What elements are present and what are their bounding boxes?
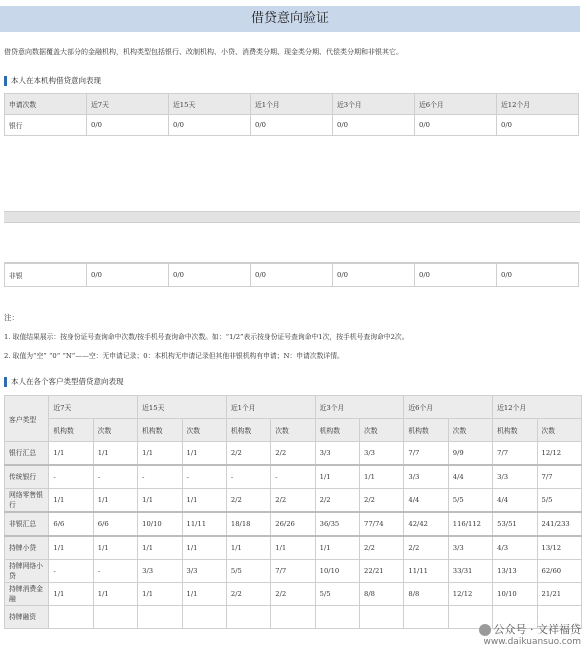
subheader-cell: 次数: [271, 419, 315, 442]
row-label: 传统银行: [5, 465, 49, 489]
table-cell: 1/1: [315, 536, 359, 560]
watermark: [479, 621, 582, 647]
table-cell: 0/0: [169, 115, 251, 136]
table-cell: [360, 606, 404, 629]
row-label: 持牌小贷: [5, 536, 49, 560]
description: 借贷意向数据覆盖大部分的金融机构，机构类型包括银行、改制机构、小贷、消费类分期、现金类分期、代偿类分期和非银其它。: [4, 48, 403, 56]
table-cell: 0/0: [333, 263, 415, 287]
table-cell: 0/0: [415, 115, 497, 136]
table-cell: 3/3: [404, 465, 448, 489]
table-cell: 10/10: [493, 583, 537, 606]
table-cell: [226, 606, 270, 629]
header-cell: 申请次数: [5, 94, 87, 115]
table-cell: 53/51: [493, 512, 537, 536]
table-cell: 0/0: [497, 115, 579, 136]
table-cell: 1/1: [138, 442, 182, 466]
section2-title: 本人在各个客户类型借贷意向表现: [4, 377, 124, 387]
table-cell: 13/12: [537, 536, 581, 560]
table-row: [5, 115, 579, 136]
table-cell: 0/0: [251, 263, 333, 287]
row-label: 持牌消费金融: [5, 583, 49, 606]
table-row: [5, 465, 582, 489]
table-cell: 0/0: [497, 263, 579, 287]
table-cell: 1/1: [138, 536, 182, 560]
table-cell: 18/18: [226, 512, 270, 536]
table-cell: 10/10: [315, 560, 359, 583]
table-cell: 2/2: [271, 489, 315, 513]
note-item: 2. 取值为“空” “0” “N”——空：无申请记录；0：本机构无申请记录但其他非银机构有申请；N：申请次数详情。: [4, 352, 344, 360]
table-row: [5, 583, 582, 606]
period-header: 近12个月: [493, 396, 582, 419]
wechat-icon: [479, 624, 491, 636]
page-title: 借贷意向验证: [0, 6, 580, 32]
table-cell: [404, 606, 448, 629]
header-cell: 近7天: [87, 94, 169, 115]
subheader-cell: 机构数: [315, 419, 359, 442]
notes-label: 注：: [4, 313, 19, 322]
period-header: 近15天: [138, 396, 227, 419]
subheader-cell: 次数: [93, 419, 137, 442]
table-cell: 2/2: [226, 442, 270, 466]
table-cell: [93, 606, 137, 629]
row-label: 银行汇总: [5, 442, 49, 466]
table-cell: 5/5: [448, 489, 492, 513]
table-cell: -: [49, 465, 93, 489]
table-header-row: [5, 94, 579, 115]
table-header-row: [5, 396, 582, 419]
table-cell: 0/0: [87, 263, 169, 287]
subheader-cell: 次数: [182, 419, 226, 442]
table-cell: 12/12: [537, 442, 581, 466]
table-cell: 0/0: [169, 263, 251, 287]
table-cell: 1/1: [182, 489, 226, 513]
table-row: [5, 512, 582, 536]
header-cell: 近12个月: [497, 94, 579, 115]
table-cell: 7/7: [493, 442, 537, 466]
table-cell: [49, 606, 93, 629]
table-cell: 1/1: [93, 489, 137, 513]
table-cell: 2/2: [226, 489, 270, 513]
page-break-divider: [4, 211, 580, 223]
table-cell: 36/35: [315, 512, 359, 536]
header-cell: 近1个月: [251, 94, 333, 115]
table-cell: 8/8: [404, 583, 448, 606]
watermark-line1: [479, 621, 582, 637]
table-cell: 6/6: [93, 512, 137, 536]
table-cell: 9/9: [448, 442, 492, 466]
table-cell: 7/7: [271, 560, 315, 583]
table-cell: 0/0: [415, 263, 497, 287]
table-cell: -: [93, 465, 137, 489]
table-cell: 1/1: [49, 583, 93, 606]
table-cell: 1/1: [49, 489, 93, 513]
period-header: 近3个月: [315, 396, 404, 419]
table-cell: 1/1: [93, 442, 137, 466]
table-cell: 2/2: [360, 489, 404, 513]
table-cell: -: [271, 465, 315, 489]
note-item: 1. 取值结果展示：按身份证号查询命中次数/按手机号查询命中次数。如：“1/2”表示按身份证号查询命中1次，按手机号查询命中2次。: [4, 333, 409, 341]
table-cell: 5/5: [315, 583, 359, 606]
table-cell: 12/12: [448, 583, 492, 606]
subheader-cell: 次数: [448, 419, 492, 442]
table-cell: 1/1: [182, 583, 226, 606]
subheader-cell: 机构数: [493, 419, 537, 442]
table-cell: -: [49, 560, 93, 583]
table-cell: 2/2: [404, 536, 448, 560]
table-cell: 1/1: [138, 489, 182, 513]
period-header: 近1个月: [226, 396, 315, 419]
table-cell: 13/13: [493, 560, 537, 583]
institution-intent-table-continued: [4, 262, 579, 287]
table-cell: 2/2: [271, 442, 315, 466]
table-row: [5, 263, 579, 287]
table-cell: 4/4: [448, 465, 492, 489]
table-cell: [138, 606, 182, 629]
table-cell: 1/1: [315, 465, 359, 489]
table-cell: 1/1: [93, 583, 137, 606]
subheader-cell: 机构数: [226, 419, 270, 442]
table-cell: 116/112: [448, 512, 492, 536]
period-header: 近7天: [49, 396, 138, 419]
table-cell: 5/5: [226, 560, 270, 583]
watermark-line2: www.daikuansuo.com: [483, 637, 581, 647]
row-label: 持牌融资: [5, 606, 49, 629]
table-cell: 非银: [5, 263, 87, 287]
table-cell: 1/1: [138, 583, 182, 606]
table-row: [5, 442, 582, 466]
period-header: 近6个月: [404, 396, 493, 419]
table-cell: -: [182, 465, 226, 489]
table-cell: [315, 606, 359, 629]
table-cell: 22/21: [360, 560, 404, 583]
table-cell: 1/1: [226, 536, 270, 560]
table-cell: 3/3: [138, 560, 182, 583]
row-label: 网络零售银行: [5, 489, 49, 513]
header-cell: 近3个月: [333, 94, 415, 115]
table-cell: 11/11: [404, 560, 448, 583]
table-cell: 4/3: [493, 536, 537, 560]
table-cell: 77/74: [360, 512, 404, 536]
table-cell: 2/2: [360, 536, 404, 560]
table-cell: 42/42: [404, 512, 448, 536]
customer-type-intent-table: [4, 395, 582, 629]
table-cell: -: [93, 560, 137, 583]
table-cell: 3/3: [360, 442, 404, 466]
table-cell: 1/1: [49, 536, 93, 560]
table-cell: 241/233: [537, 512, 581, 536]
table-cell: 21/21: [537, 583, 581, 606]
table-cell: 33/31: [448, 560, 492, 583]
row-label: 非银汇总: [5, 512, 49, 536]
table-cell: 10/10: [138, 512, 182, 536]
table-cell: 1/1: [182, 442, 226, 466]
table-cell: 4/4: [493, 489, 537, 513]
row-label: 持牌网络小贷: [5, 560, 49, 583]
table-cell: -: [138, 465, 182, 489]
subheader-cell: 次数: [360, 419, 404, 442]
subheader-cell: 机构数: [138, 419, 182, 442]
table-row: [5, 560, 582, 583]
institution-intent-table: [4, 93, 579, 136]
subheader-cell: 次数: [537, 419, 581, 442]
customer-type-header: 客户类型: [5, 396, 49, 442]
table-cell: 3/3: [448, 536, 492, 560]
table-cell: 银行: [5, 115, 87, 136]
customer-type-table-body: [5, 442, 582, 629]
table-cell: 6/6: [49, 512, 93, 536]
table-cell: 8/8: [360, 583, 404, 606]
table-cell: 0/0: [87, 115, 169, 136]
section1-title: 本人在本机构借贷意向表现: [4, 76, 101, 86]
table-cell: 0/0: [251, 115, 333, 136]
table-cell: 1/1: [271, 536, 315, 560]
table-cell: 62/60: [537, 560, 581, 583]
table-row: [5, 489, 582, 513]
table-cell: 7/7: [404, 442, 448, 466]
table-cell: 1/1: [360, 465, 404, 489]
table-cell: 3/3: [493, 465, 537, 489]
table-cell: 3/3: [315, 442, 359, 466]
table-cell: [271, 606, 315, 629]
table-cell: 7/7: [537, 465, 581, 489]
table-subheader-row: [5, 419, 582, 442]
watermark-text: 公众号 · 文祥福贷: [493, 623, 581, 636]
table-cell: 11/11: [182, 512, 226, 536]
table-cell: 0/0: [333, 115, 415, 136]
table-row: [5, 536, 582, 560]
subheader-cell: 机构数: [49, 419, 93, 442]
table-cell: 1/1: [93, 536, 137, 560]
table-cell: 3/3: [182, 560, 226, 583]
subheader-cell: 机构数: [404, 419, 448, 442]
table-cell: 2/2: [226, 583, 270, 606]
table-cell: 2/2: [315, 489, 359, 513]
table-cell: 4/4: [404, 489, 448, 513]
table-cell: 5/5: [537, 489, 581, 513]
table-cell: 2/2: [271, 583, 315, 606]
table-cell: -: [226, 465, 270, 489]
header-cell: 近15天: [169, 94, 251, 115]
table-cell: 1/1: [182, 536, 226, 560]
table-cell: [182, 606, 226, 629]
table-cell: 26/26: [271, 512, 315, 536]
table-cell: 1/1: [49, 442, 93, 466]
header-cell: 近6个月: [415, 94, 497, 115]
